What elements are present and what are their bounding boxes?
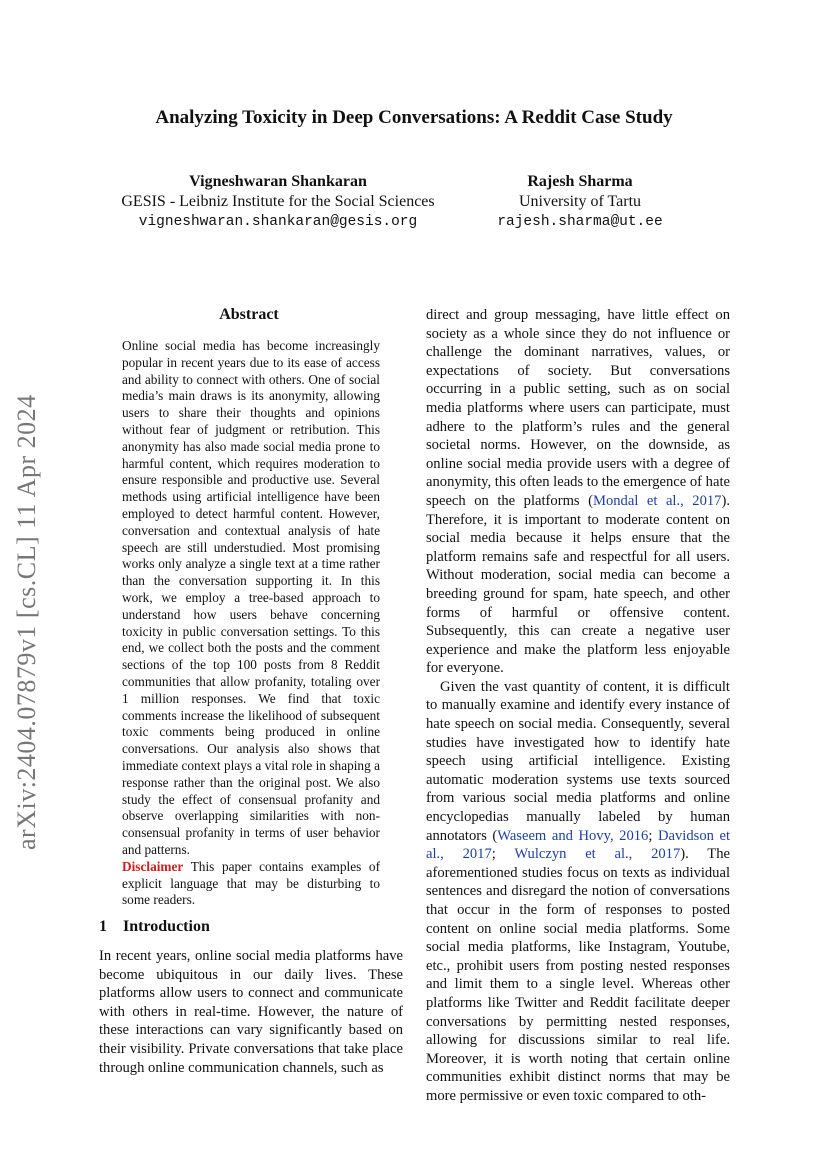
intro-paragraph-2 (426, 678, 730, 1106)
paragraph-text: ). The aforementioned studies focus on texts as individual sentences and disregard the notion of conversations that occur in the form of responses to posted content on online social media platforms. Some social media platforms, like Instagram, Youtube, etc., prohibit users from posting nested responses and limit them to a single level. Whereas other platforms like Twitter and Reddit facilitate deeper conversations by permitting nested responses, allowing for discussions similar to real life. Moreover, it is worth noting that certain online communities exhibit distinct norms that may be more permissive or even toxic compared to oth- (426, 846, 730, 1104)
paragraph-text: Given the vast quantity of content, it is difficult to manually examine and identify every instance of hate speech on social media. Consequently, several studies have investigated how to identify hate speech using artificial intelligence. Existing automatic moderation systems use texts sourced from various social media platforms and online encyclopedias manually labeled by human annotators ( (426, 678, 730, 844)
paper-title: Analyzing Toxicity in Deep Conversations: A Reddit Case Study (155, 107, 673, 128)
introduction-left-paragraph: In recent years, online social media platforms have become ubiquitous in our daily lives. These platforms allow users to connect and communicate with others in real-time. However, the nature of these interactions can vary significantly based on their visibility. Private conversations that take place through online communication channels, such as (99, 948, 403, 1076)
intro-paragraph-1 (426, 306, 730, 678)
abstract-body (122, 338, 380, 909)
disclaimer-text: This paper contains examples of explicit language that may be disturbing to some readers. (122, 858, 380, 908)
author-email: rajesh.sharma@ut.ee (497, 214, 663, 230)
citation-link[interactable]: Davidson et al., 2017 (426, 827, 731, 863)
paragraph-text: ). Therefore, it is important to moderate content on social media because it helps ensure that the platform remains safe and respectful for all users. Without moderation, social media can become a breeding ground for spam, hate speech, and other forms of harmful or offensive content. Subsequently, this can create a negative user experience and make the platform less enjoyable for everyone. (426, 492, 730, 677)
section-number: 1 (99, 918, 107, 935)
paragraph-text: direct and group messaging, have little effect on society as a whole since they do not influence or challenge the dominant narratives, values, or expectations of society. But conversations occurring in a public setting, such as on social media platforms where users can participate, must adhere to the platform’s rules and the general societal norms. However, on the downside, as online social media provide users with a degree of anonymity, this often leads to the emergence of hate speech on the platforms ( (426, 307, 730, 509)
author-name: Vigneshwaran Shankaran (189, 173, 367, 190)
section-heading-introduction (99, 918, 210, 936)
section-title: Introduction (123, 918, 210, 935)
right-column (426, 306, 730, 1106)
arxiv-stamp: arXiv:2404.07879v1 [cs.CL] 11 Apr 2024 (12, 394, 41, 850)
citation-link[interactable]: Waseem and Hovy, 2016 (497, 827, 649, 844)
author-name: Rajesh Sharma (527, 173, 633, 190)
author-affiliation: University of Tartu (518, 193, 642, 210)
author-affiliation: GESIS - Leibniz Institute for the Social Sciences (121, 193, 435, 210)
author-block-1 (108, 172, 448, 232)
author-block-2 (460, 172, 700, 232)
citation-separator: ; (648, 827, 658, 844)
citation-link[interactable]: Mondal et al., 2017 (592, 492, 722, 509)
author-email: vigneshwaran.shankaran@gesis.org (138, 214, 418, 230)
citation-separator: ; (491, 846, 515, 863)
abstract-heading: Abstract (219, 306, 279, 323)
disclaimer-label: Disclaimer (122, 858, 184, 874)
abstract-text: Online social media has become increasingly popular in recent years due to its ease of access and ability to connect with others. One of social media’s main draws is its anonymity, allowing users to share their thoughts and opinions without fear of judgment or retribution. This anonymity has also made social media prone to harmful content, which requires moderation to ensure responsible and productive use. Several methods using artificial intelligence have been employed to detect harmful content. However, conversation and contextual analysis of hate speech are still understudied. Most promising works only analyze a single text at a time rather than the conversation supporting it. In this work, we employ a tree-based approach to understand how users behave concerning toxicity in public conversation settings. To this end, we collect both the posts and the comment sections of the top 100 posts from 8 Reddit communities that allow profanity, totaling over 1 million responses. We find that toxic comments increase the likelihood of subsequent toxic comments being produced in online conversations. Our analysis also shows that immediate context plays a vital role in shaping a response rather than the original post. We also study the effect of consensual profanity and observe overlapping similarities with non-consensual profanity in terms of user behavior and patterns. (122, 338, 380, 857)
citation-link[interactable]: Wulczyn et al., 2017 (514, 846, 681, 863)
